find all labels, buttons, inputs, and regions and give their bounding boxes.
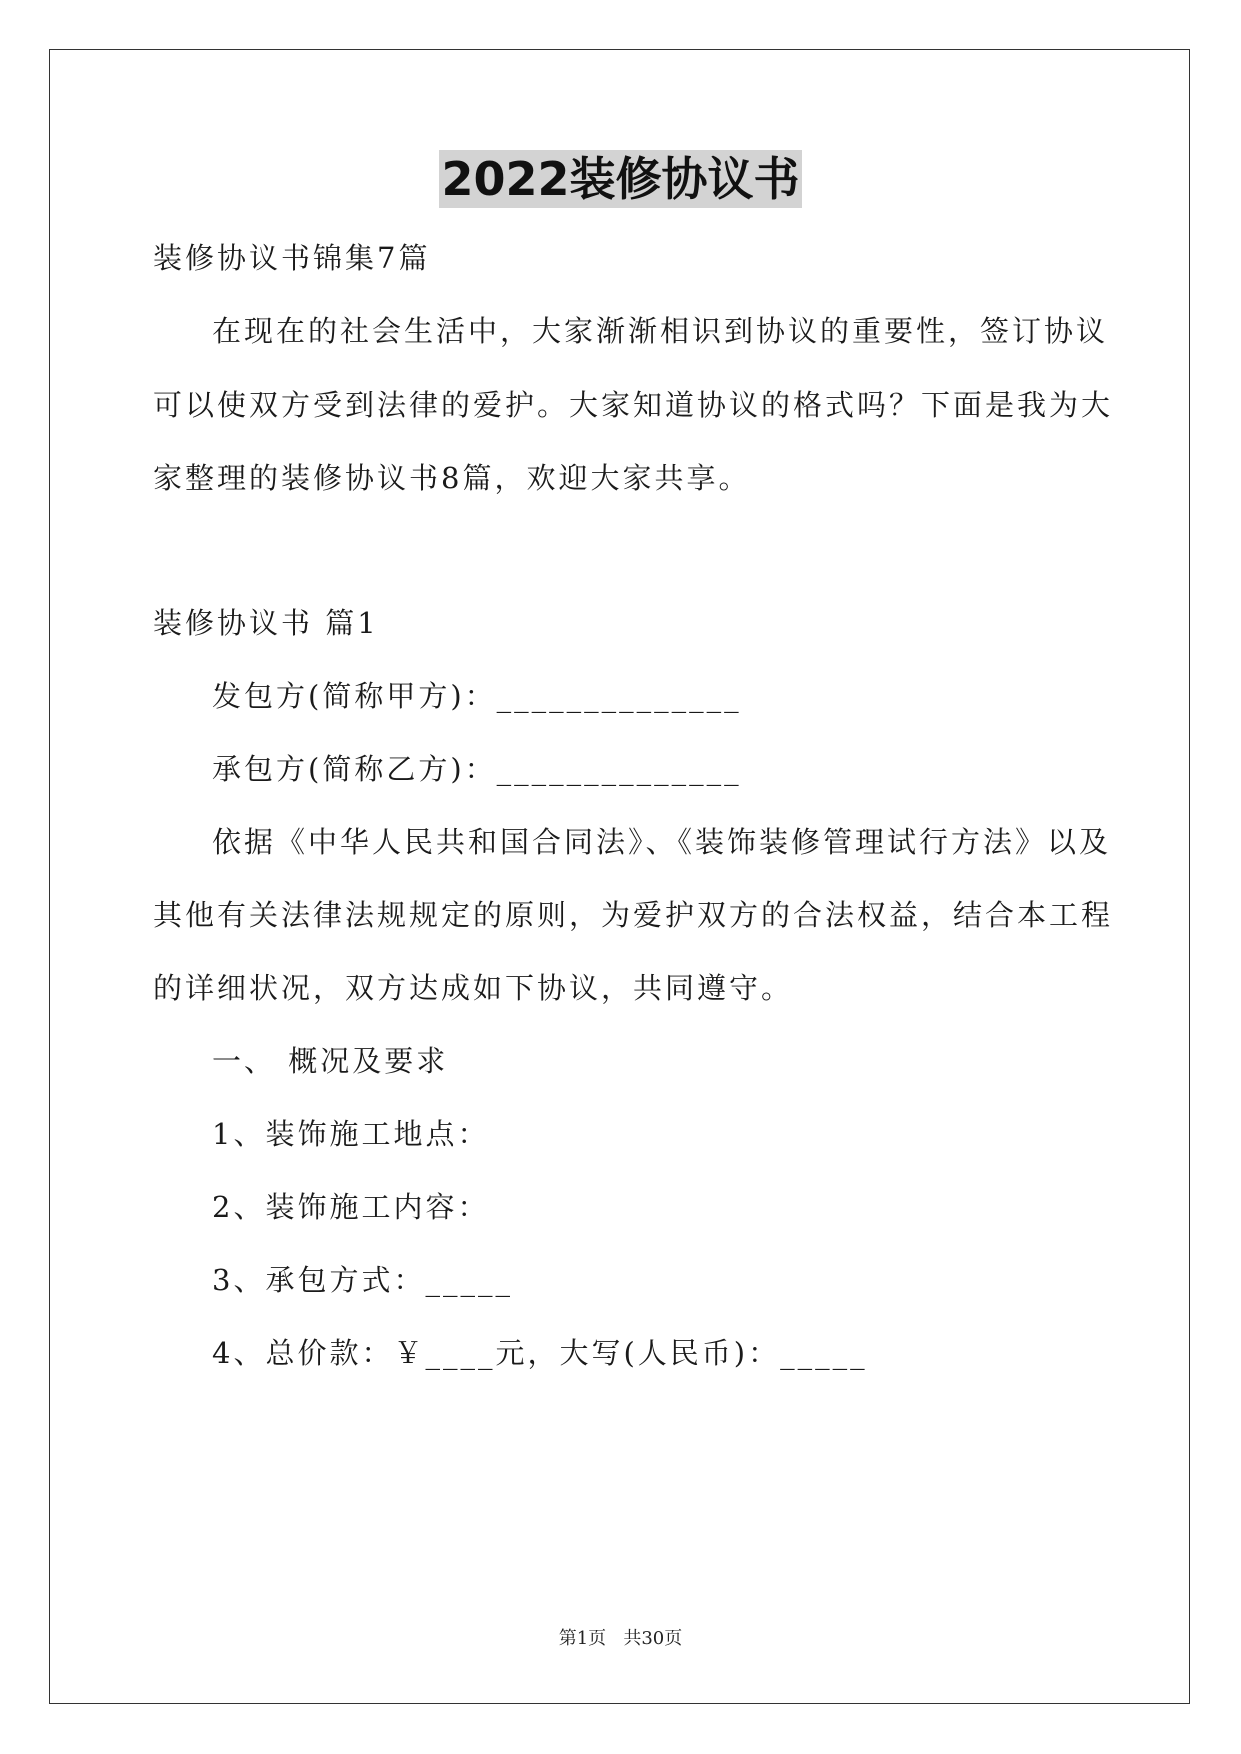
page-border [49,49,1190,1704]
intro-line-1: 在现在的社会生活中，大家渐渐相识到协议的重要性，签订协议 [212,314,1109,348]
basis-line-2: 其他有关法律法规规定的原则，为爱护双方的合法权益，结合本工程 [153,898,1114,932]
page-footer: 第1页 共30页 [558,1628,683,1649]
item-4: 4、总价款：￥____元，大写(人民币)：_____ [212,1336,868,1370]
document-title: 2022装修协议书 [441,152,800,206]
intro-line-3: 家整理的装修协议书8篇，欢迎大家共享。 [153,461,751,495]
section-heading: 装修协议书 篇1 [153,606,379,640]
intro-line-2: 可以使双方受到法律的爱护。大家知道协议的格式吗？下面是我为大 [153,388,1114,422]
party-b-line: 承包方(简称乙方)：______________ [212,752,742,786]
basis-line-1: 依据《中华人民共和国合同法》、《装饰装修管理试行方法》以及 [212,825,1112,859]
basis-line-3: 的详细状况，双方达成如下协议，共同遵守。 [153,971,794,1005]
clause-heading: 一、 概况及要求 [212,1044,449,1078]
item-1: 1、装饰施工地点： [212,1117,490,1151]
document-subtitle: 装修协议书锦集7篇 [153,241,431,275]
item-3: 3、承包方式：_____ [212,1263,513,1297]
title-wrap [0,150,1241,208]
party-a-line: 发包方(简称甲方)：______________ [212,679,742,713]
item-2: 2、装饰施工内容： [212,1190,490,1224]
